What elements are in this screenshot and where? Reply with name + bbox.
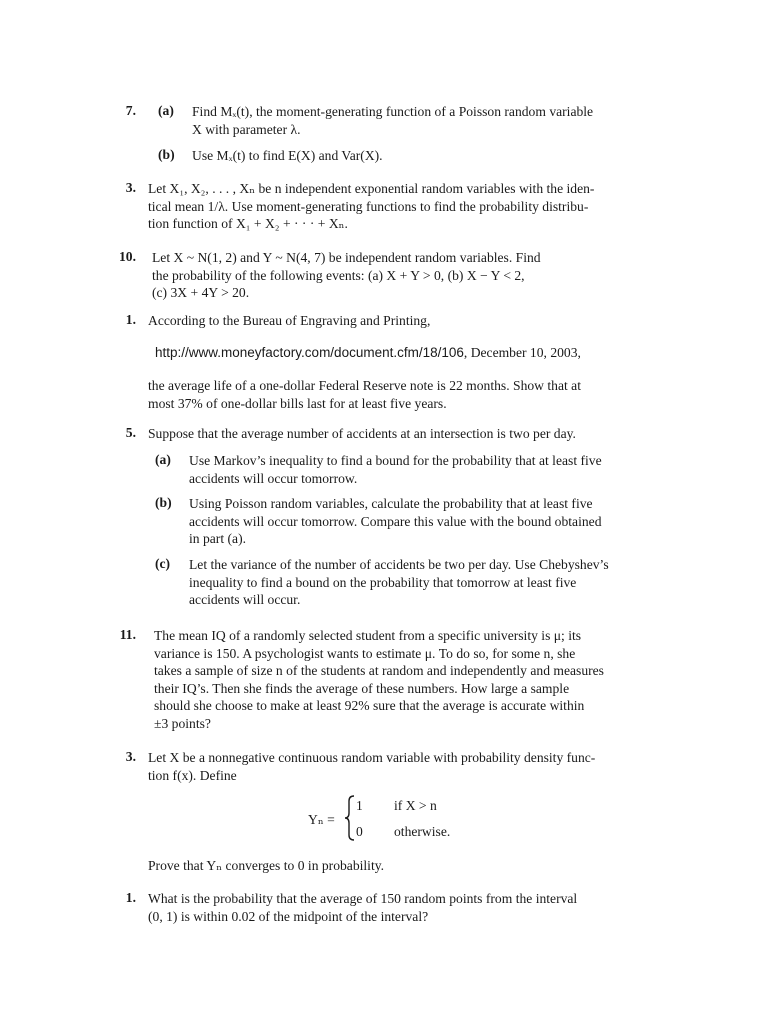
- problem-number: 10.: [119, 249, 136, 264]
- part-label: (c): [155, 556, 171, 571]
- problem-text: Let the variance of the number of accidents be two per day. Use Chebyshev’s inequality to find a bound on the probability that tomorrow at least five accidents will occur.: [189, 557, 609, 607]
- part-label: (b): [158, 147, 175, 162]
- part-label: (a): [155, 452, 171, 467]
- problem-number: 7.: [125, 103, 136, 118]
- problem-text: Use Markov’s inequality to find a bound for the probability that at least five accidents will occur tomorrow.: [189, 453, 602, 486]
- problem-text: Use Mₓ(t) to find E(X) and Var(X).: [192, 148, 383, 163]
- problem-text: Prove that Yₙ converges to 0 in probability.: [148, 858, 385, 873]
- problem-text: Suppose that the average number of accidents at an intersection is two per day.: [148, 426, 576, 441]
- reference-line: http://www.moneyfactory.com/document.cfm/18/106, December 10, 2003,: [155, 345, 581, 360]
- problem-text: What is the probability that the average of 150 random points from the interval (0, 1) is within 0.02 of the midpoint of the interval?: [148, 891, 578, 924]
- problem-text: Find Mₓ(t), the moment-generating function of a Poisson random variable X with parameter λ.: [192, 104, 594, 137]
- case-value: 1: [356, 798, 363, 813]
- case-condition: if X > n: [394, 798, 437, 813]
- part-label: (b): [155, 495, 172, 510]
- problem-text: The mean IQ of a randomly selected student from a specific university is μ; its variance is 150. A psychologist wants to estimate μ. To do so, for some n, she takes a sample of size n of the students at random and independently and measures their IQ’s. Then she finds the average of these numbers. How large a sample should she choose to make at least 92% sure that the average is accurate within ±3 points?: [154, 628, 604, 731]
- problem-text: Let X ~ N(1, 2) and Y ~ N(4, 7) be independent random variables. Find the probability of the following events: (a) X + Y > 0, (b) X − Y < 2, (c) 3X + 4Y > 20.: [152, 250, 541, 300]
- problem-text: the average life of a one-dollar Federal Reserve note is 22 months. Show that at most 37% of one-dollar bills last for at least five years.: [148, 378, 581, 411]
- problem-number: 1.: [125, 312, 136, 327]
- part-label: (a): [158, 103, 174, 118]
- problem-number: 3.: [125, 749, 136, 764]
- problem-text: Using Poisson random variables, calculate the probability that at least five accidents will occur tomorrow. Compare this value with the bound obtained in part (a).: [189, 496, 602, 546]
- problem-number: 1.: [125, 890, 136, 905]
- problem-number: 11.: [119, 627, 136, 642]
- case-value: 0: [356, 824, 363, 839]
- problem-text: According to the Bureau of Engraving and Printing,: [148, 313, 431, 328]
- case-condition: otherwise.: [394, 824, 451, 839]
- left-brace: [344, 795, 356, 841]
- piecewise-lhs: Yₙ =: [308, 812, 335, 827]
- problem-number: 3.: [125, 180, 136, 195]
- problem-text: Let X be a nonnegative continuous random variable with probability density func- tion f(x). Define: [148, 750, 596, 783]
- problem-text: Let X₁, X₂, . . . , Xₙ be n independent exponential random variables with the iden- tical mean 1/λ. Use moment-generating functions to find the probability distribu- tion function of X₁ + X₂ + · · · + Xₙ.: [148, 181, 595, 231]
- problem-number: 5.: [125, 425, 136, 440]
- url-link[interactable]: http://www.moneyfactory.com/document.cfm/18/106: [155, 345, 464, 360]
